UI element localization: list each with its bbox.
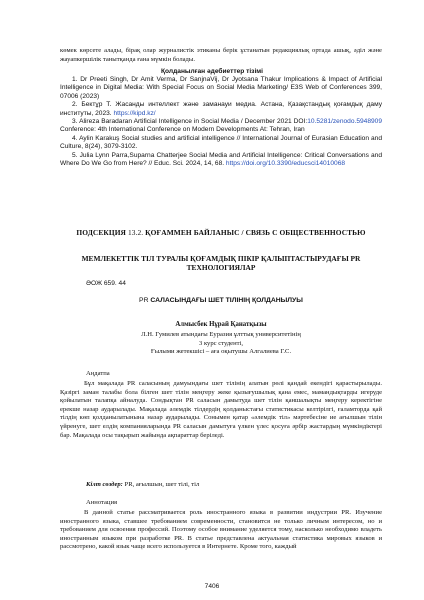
- udc-code: ӘОЖ 659. 44: [86, 280, 126, 287]
- reference-link[interactable]: 10.5281/zenodo.5948909: [307, 118, 382, 126]
- reference-item: 1. Dr Preeti Singh, Dr Amit Verma, Dr SanjnaVij, Dr Jyotsana Thakur Implications & Impact of Artificial Intelligence in Digital Media: With Special Focus on Social Media Marketing/ E3S Web of Conferences 399, 07006 (2023): [60, 76, 382, 100]
- annotation-body: В данной статье рассматривается роль иностранного языка в развитии индустрии PR. Изучение иностранного языка, ставшее требованием современности, становится не только личным интересом, но и требованием для освоения профессий. Поэтому особое внимание уделяется тому, насколько необходимо владеть иностранным языком при разработке PR. В статье представлена актуальная статистика мировых языков и рассмотрено, какой язык чаще всего используется в Интернете. Кроме того, каждый: [60, 509, 382, 551]
- reference-item: 5. Julia Lynn Parra,Suparna Chatterjee Social Media and Artificial Intelligence: Critical Conversations and Where Do We Go from Here? // Educ. Sci. 2024, 14, 68. https://doi.org/10.3390/educsci14010068: [60, 151, 382, 168]
- reference-item: 2. Бектұр Т. Жасанды интеллект және заманауи медиа. Астана, Қазақстандық қоғамдық даму институты, 2023. https://kipd.kz/: [60, 101, 382, 117]
- continuation-paragraph: көмек көрсете алады, бірақ олар журналистік этиканы берік ұстанатын редакциялық ортада ашық, әділ және жауапкершілік танытқанда ғана мүмкін болады.: [60, 47, 382, 63]
- subsection-headline: МЕМЛЕКЕТТІК ТІЛ ТУРАЛЫ ҚОҒАМДЫҚ ПІКІР ҚАЛЫПТАСТЫРУДАҒЫ PR ТЕХНОЛОГИЯЛАР: [81, 254, 361, 272]
- article-title: PR САЛАСЫНДАҒЫ ШЕТ ТІЛІНІҢ ҚОЛДАНЫЛУЫ: [139, 297, 303, 304]
- abstract-body: Бұл мақалада PR саласының дамуындағы шет тілінің алатын рөлі қандай екендігі қарастырылады. Қазіргі заман талабы бола білген шет тілін меңгеру жеке қызығушылық қана емес, мамандықтарды игеруде қойылатын талапқа айналуда. Сондықтан PR саласын дамытуда шет тілін қаншалықты меңгеру керектігіне ерекше назар аударылады. Мақалада әлемдік тілдердің қолданыстағы статистикасы келтірілгі, ғаламторда қай тілдің көп қолданылатынына назар аударылады. Сонымен қатар «әлемдік тіл» мәртебесіне ие ағылшын тілін үйренуге, шет елдің компанияларында PR саласын дамытуға үлкен үлес қосуға әрбір жастардың мүмкіндіктері бар. Мақалада осы тақырып жайында ақпараттар беріледі.: [60, 380, 382, 439]
- keywords: Кілт сөздер: PR, ағылшын, шет тілі, тіл: [86, 481, 200, 488]
- abstract-heading: Аңдатпа: [86, 370, 110, 377]
- author-name: Алмысбек Нұрай Қанатқызы: [175, 321, 267, 328]
- author-affiliation: Л.Н. Гумилев атындағы Еуразия ұлттық университетінің 3 курс студенті, Ғылыми жетекшісі – аға оқытушы Алгалиева Г.С.: [141, 331, 301, 356]
- reference-link[interactable]: https://doi.org/10.3390/educsci14010068: [225, 160, 346, 168]
- annotation-heading: Аннотация: [86, 499, 118, 506]
- references-list: [60, 76, 382, 168]
- references-title: Қолданылған әдебиеттер тізімі: [161, 68, 263, 75]
- reference-item: 3. Alireza Baradaran Artificial Intelligence in Social Media / December 2021 DOI:10.5281/zenodo.5948909 Conference: 4th International Conference on Modern Developments At: Tehran, Iran: [60, 118, 382, 134]
- section-heading: ПОДСЕКЦИЯ 13.2. ҚОҒАММЕН БАЙЛАНЫС / СВЯЗЬ С ОБЩЕСТВЕННОСТЬЮ: [76, 228, 366, 237]
- reference-item: 4. Aylin Karakuş Social studies and artificial intelligence // International Journal of Eurasian Education and Culture, 8(24), 3079-3102.: [60, 134, 382, 151]
- page-number: 7406: [204, 583, 220, 590]
- reference-link[interactable]: https://kipd.kz/: [113, 109, 156, 117]
